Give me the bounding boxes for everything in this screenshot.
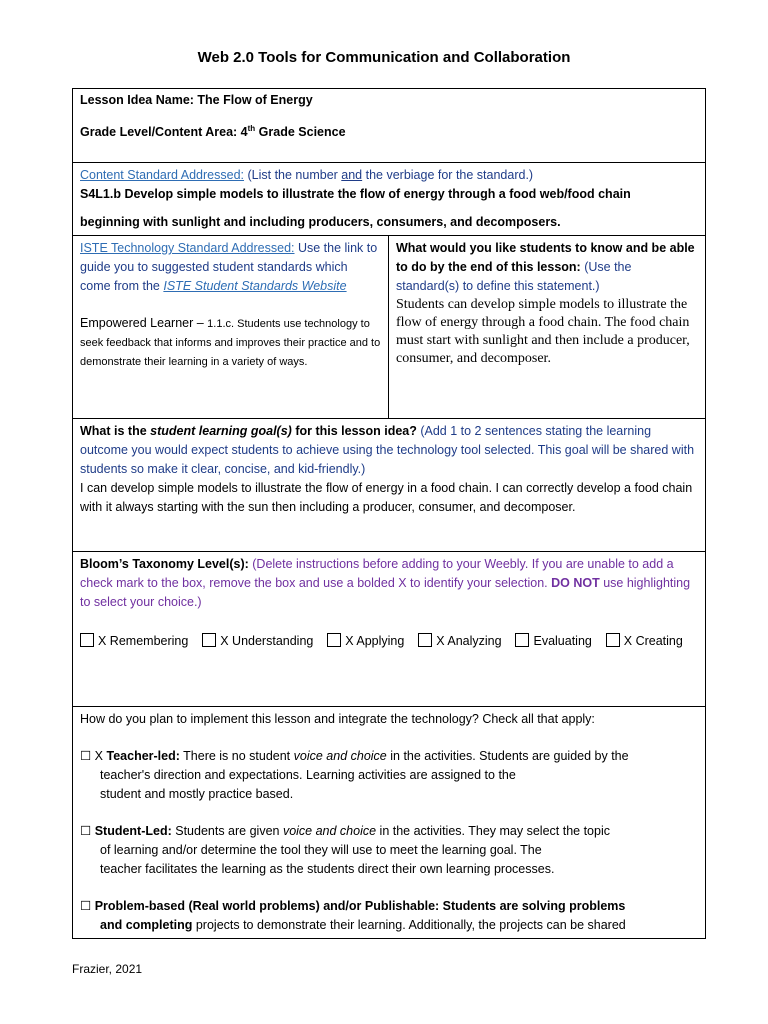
know-cell	[389, 236, 706, 419]
lesson-cell	[73, 89, 706, 163]
blooms-levels	[80, 631, 698, 651]
goal-row	[73, 419, 706, 552]
goal-text: I can develop simple models to illustrate the flow of energy in a food chain. I can correctly develop a food chain with it always starting with the sun then including a producer, consumer, and decomposer.	[80, 481, 693, 514]
goal-question: What is the student learning goal(s) for this lesson idea? (Add 1 to 2 sentences stating the learning outcome you would expect students to achieve using the technology tool selected. This goal will be shared with students so make it clear, concise, and kid-friendly.)	[80, 424, 695, 476]
teacher-led-line-2: teacher's direction and expectations. Learning activities are assigned to the	[100, 768, 516, 782]
know-text: Students can develop simple models to illustrate the flow of energy through a food chain. The food chain must start with sunlight and then include a producer, consumer, and decomposer.	[396, 297, 690, 366]
checkbox[interactable]	[202, 633, 216, 647]
footer-author: Frazier, 2021	[72, 962, 143, 976]
teacher-led-line-3: student and mostly practice based.	[100, 787, 294, 801]
student-led-option: ☐ Student-Led: Students are given voice and choice in the activities. They may select the topic	[80, 824, 610, 838]
iste-intro: ISTE Technology Standard Addressed: Use the link to guide you to suggested student standards which come from the ISTE Student Standards Website	[80, 241, 378, 293]
content-standard-link[interactable]: Content Standard Addressed:	[80, 168, 245, 182]
level-understanding: X Understanding	[220, 634, 314, 648]
student-led-line-3: teacher facilitates the learning as the students direct their own learning processes.	[100, 862, 555, 876]
checkbox[interactable]	[418, 633, 432, 647]
level-evaluating: Evaluating	[533, 634, 592, 648]
iste-row	[73, 236, 706, 419]
level-analyzing: X Analyzing	[436, 634, 502, 648]
checkbox[interactable]	[80, 633, 94, 647]
know-heading-line: What would you like students to know and be able to do by the end of this lesson: (Use the standard(s) to define this statement.)	[396, 241, 695, 293]
iste-website-link[interactable]: ISTE Student Standards Website	[163, 279, 347, 293]
lesson-name: Lesson Idea Name: The Flow of Energy	[80, 93, 313, 107]
teacher-led-option: ☐ X Teacher-led: There is no student voice and choice in the activities. Students are guided by the	[80, 749, 629, 763]
problem-based-line-2: and completing projects to demonstrate their learning. Additionally, the projects can be shared	[100, 918, 626, 932]
implement-cell	[73, 707, 706, 939]
content-standard-row	[73, 163, 706, 236]
level-remembering: X Remembering	[98, 634, 189, 648]
content-standard-heading-line: Content Standard Addressed: (List the number and the verbiage for the standard.)	[80, 168, 534, 182]
empowered-learner: Empowered Learner – 1.1.c. Students use technology to seek feedback that informs and improves their practice and to demonstrate their learning in a variety of ways.	[80, 316, 381, 368]
implement-question: How do you plan to implement this lesson and integrate the technology? Check all that apply:	[80, 712, 595, 726]
student-led-line-2: of learning and/or determine the tool they will use to meet the learning goal. The	[100, 843, 542, 857]
content-standard-text-1: S4L1.b Develop simple models to illustrate the flow of energy through a food web/food chain	[80, 187, 631, 201]
blooms-heading-line: Bloom’s Taxonomy Level(s): (Delete instructions before adding to your Weebly. If you are unable to add a check mark to the box, remove the box and use a bolded X to identify your selection. DO NOT use highlighting to select your choice.)	[80, 557, 691, 609]
lesson-table	[72, 88, 706, 939]
level-applying: X Applying	[345, 634, 405, 648]
checkbox[interactable]	[515, 633, 529, 647]
lesson-row	[73, 89, 706, 163]
document-title: Web 2.0 Tools for Communication and Collaboration	[197, 49, 571, 66]
level-creating: X Creating	[623, 634, 683, 648]
content-standard-cell	[73, 163, 706, 236]
blooms-row	[73, 552, 706, 707]
checkbox[interactable]	[327, 633, 341, 647]
grade-level: Grade Level/Content Area: 4th Grade Science	[80, 124, 346, 140]
iste-heading-link[interactable]: ISTE Technology Standard Addressed:	[80, 241, 295, 255]
goal-cell	[73, 419, 706, 552]
implement-row	[73, 707, 706, 939]
checkbox[interactable]	[606, 633, 620, 647]
iste-cell	[73, 236, 389, 419]
content-standard-text-2: beginning with sunlight and including producers, consumers, and decomposers.	[80, 215, 561, 229]
problem-based-option: ☐ Problem-based (Real world problems) and/or Publishable: Students are solving problems	[80, 899, 626, 913]
blooms-cell	[73, 552, 706, 707]
